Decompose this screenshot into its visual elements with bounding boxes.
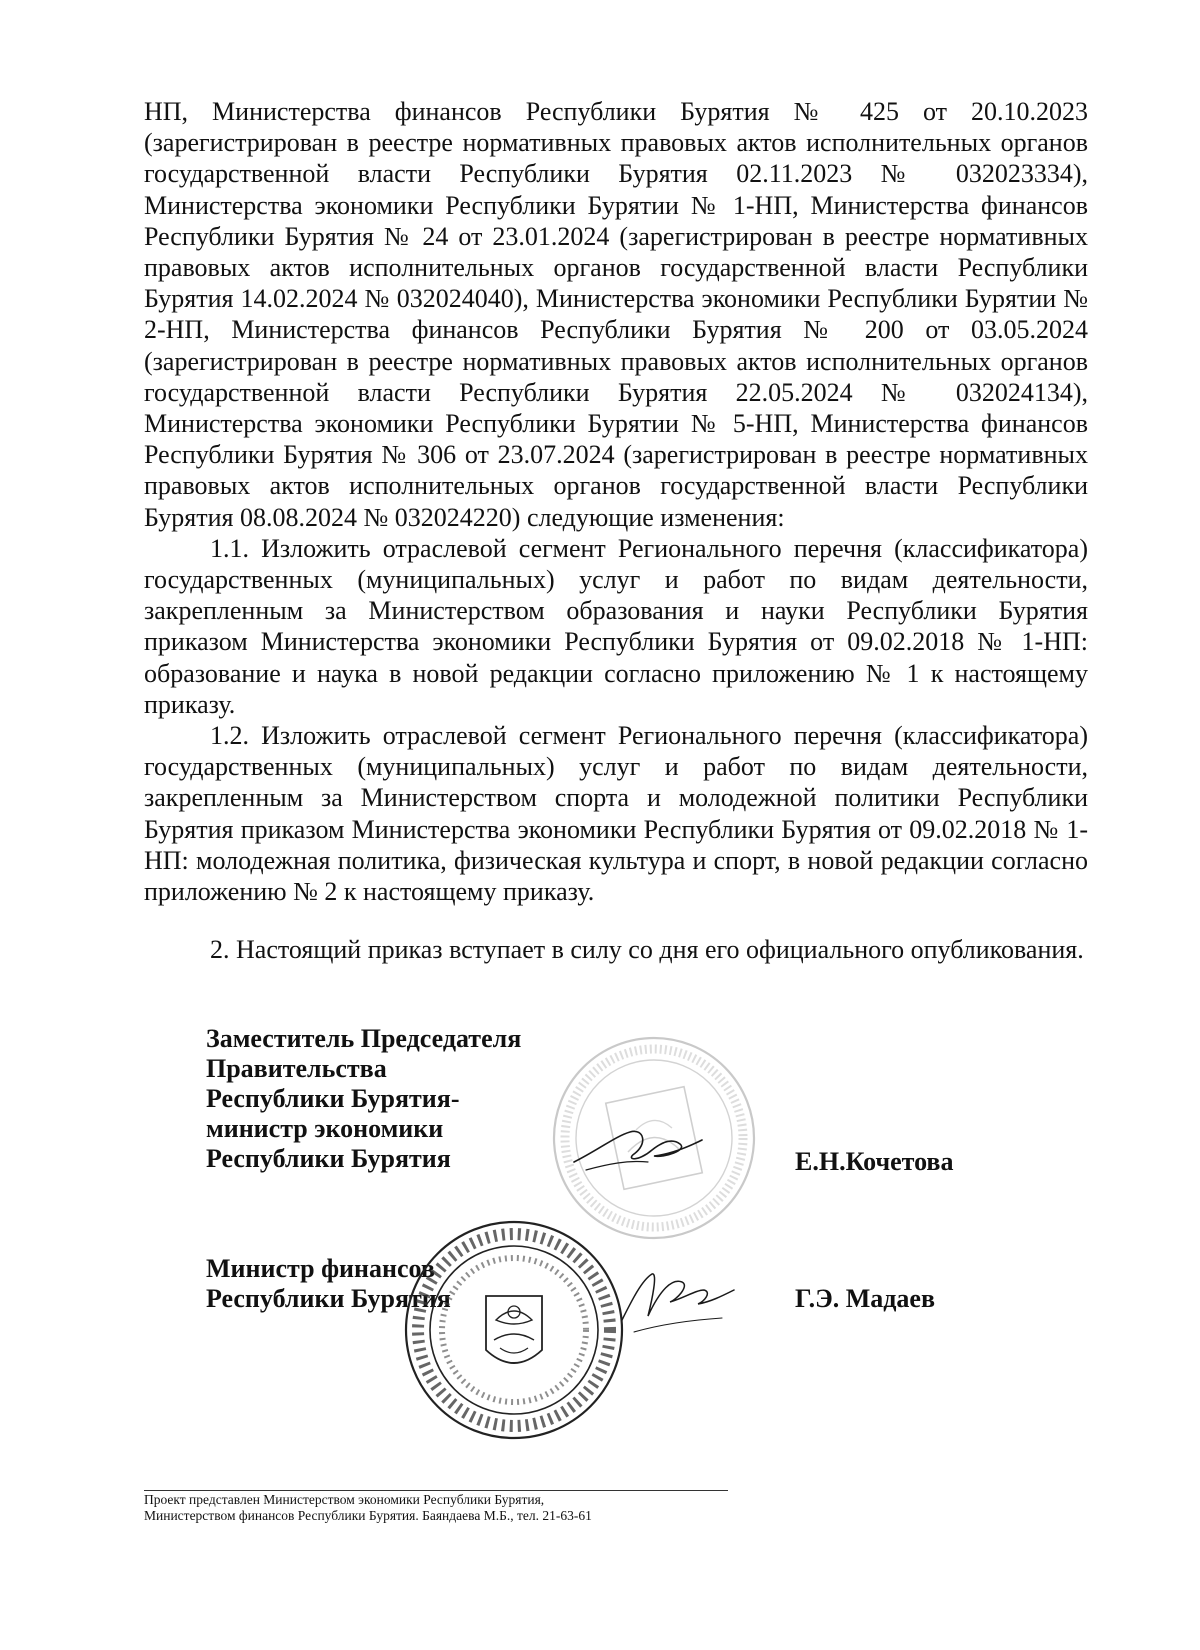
signatory-1-title-line: Республики Бурятия [206,1144,451,1173]
paragraph-amendments-list: НП, Министерства финансов Республики Бурятия № 425 от 20.10.2023 (зарегистрирован в реестре нормативных правовых актов исполнительных органов государственной власти Республики Бурятия 02.11.2023 № 032023334), Министерства экономики Республики Бурятии № 1-НП, Министерства финансов Республики Бурятия № 24 от 23.01.2024 (зарегистрирован в реестре нормативных правовых актов исполнительных органов государственной власти Республики Бурятия 14.02.2024 № 032024040), Министерства экономики Республики Бурятии № 2-НП, Министерства финансов Республики Бурятия № 200 от 03.05.2024 (зарегистрирован в реестре нормативных правовых актов исполнительных органов государственной власти Республики Бурятия 22.05.2024 № 032024134), Министерства экономики Республики Бурятии № 5-НП, Министерства финансов Республики Бурятия № 306 от 23.07.2024 (зарегистрирован в реестре нормативных правовых актов исполнительных органов государственной власти Республики Бурятия 08.08.2024 № 032024220) следующие изменения: [144,97,1088,532]
signatory-1-title-line: Заместитель Председателя [206,1024,522,1053]
signatory-2-title-line: Республики Бурятия [206,1284,451,1313]
signatory-1-title-line: Правительства [206,1054,387,1083]
document-body-final [144,934,1088,965]
signature-1 [568,1110,708,1180]
signatory-2-title [206,1254,451,1314]
stamp-ministry-economy [548,1032,760,1244]
signatory-1-title-line: Республики Бурятия- [206,1084,460,1113]
signatory-1-title-line: министр экономики [206,1114,444,1143]
document-body [144,96,1088,907]
footer-line-2: Министерством финансов Республики Бурятия. Баяндаева М.Б., тел. 21-63-61 [144,1508,592,1523]
stamp-ministry-finance [402,1218,626,1442]
paragraph-item-1-2: 1.2. Изложить отраслевой сегмент Регионального перечня (классификатора) государственных (муниципальных) услуг и работ по видам деятельности, закрепленным за Министерством спорта и молодежной политики Республики Бурятия приказом Министерства экономики Республики Бурятия от 09.02.2018 № 1-НП: молодежная политика, физическая культура и спорт, в новой редакции согласно приложению № 2 к настоящему приказу. [144,721,1088,907]
footer-line-1: Проект представлен Министерством экономики Республики Бурятия, [144,1492,545,1507]
footer-note [144,1492,592,1524]
paragraph-item-2: 2. Настоящий приказ вступает в силу со дня его официального опубликования. [210,935,1084,964]
paragraph-item-1-1: 1.1. Изложить отраслевой сегмент Регионального перечня (классификатора) государственных (муниципальных) услуг и работ по видам деятельности, закрепленным за Министерством образования и науки Республики Бурятия приказом Министерства экономики Республики Бурятия от 09.02.2018 № 1-НП: образование и наука в новой редакции согласно приложению № 1 к настоящему приказу. [144,533,1088,719]
signatory-2-name: Г.Э. Мадаев [795,1284,936,1313]
signatory-2-title-line: Министр финансов [206,1254,435,1283]
footer-divider [144,1490,728,1491]
signatory-1-title [206,1024,521,1174]
signature-2 [612,1260,742,1340]
signatory-1-name: Е.Н.Кочетова [795,1147,954,1176]
